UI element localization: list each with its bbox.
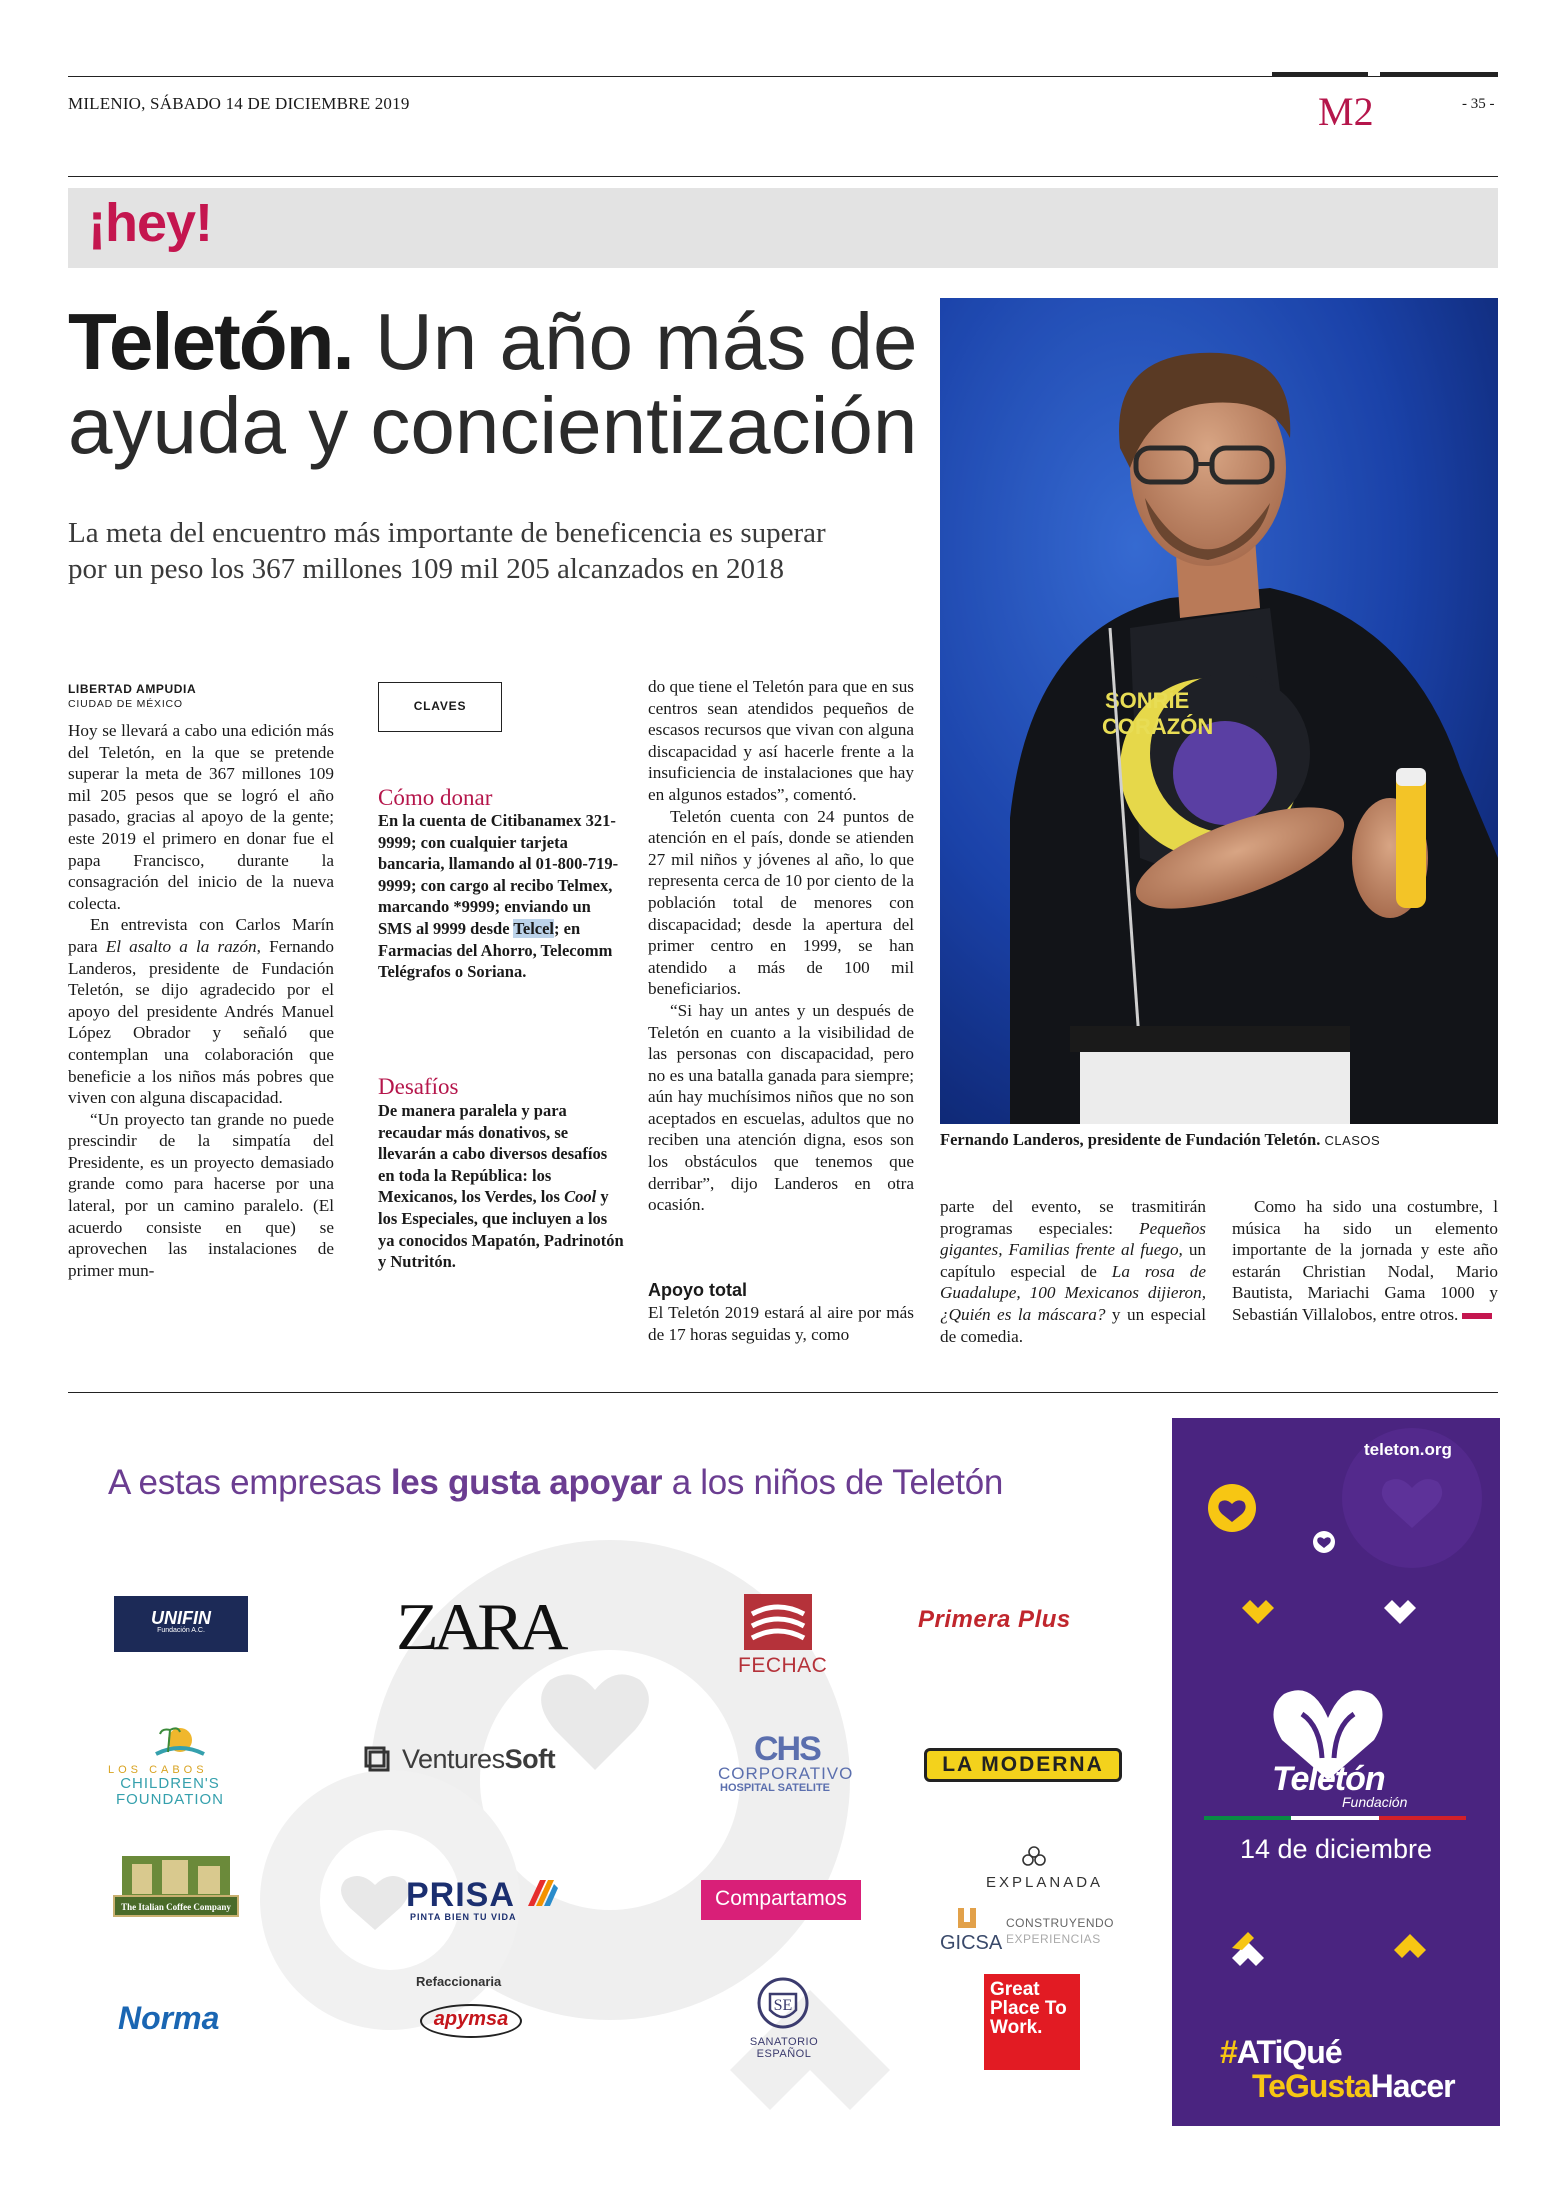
logo-la-moderna: LA MODERNA bbox=[924, 1748, 1122, 1782]
logo-unifin: UNIFIN Fundación A.C. bbox=[114, 1596, 248, 1652]
logo-loscabos-line1: LOS CABOS bbox=[108, 1764, 208, 1776]
logo-chs-line1: CORPORATIVO bbox=[718, 1764, 854, 1783]
fechac-icon bbox=[742, 1592, 814, 1652]
end-mark bbox=[1462, 1313, 1492, 1319]
logo-prisa: PRISA bbox=[406, 1876, 515, 1914]
section-code: M2 bbox=[1318, 89, 1374, 134]
paragraph: Como ha sido una costumbre, l música ha sido un elemento importante de la jornada y este año estarán Christian Nodal, Mario Bautista, Mariachi Gama 1000 y Sebastián Villalobos, entre otros. bbox=[1232, 1197, 1498, 1324]
panel-brand-sub: Fundación bbox=[1342, 1794, 1408, 1810]
logo-great-place-to-work: Great Place To Work. bbox=[984, 1974, 1080, 2070]
logo-chs-line2: HOSPITAL SATELITE bbox=[720, 1782, 831, 1794]
claves-desafios-text: De manera paralela y para recaudar más donativos, se llevarán a cabo diversos desafíos en toda la República: los Mexicanos, los Verdes, los Cool y los Especiales, que incluyen a los ya conocidos Mapatón, Padrinotón y Nutritón. bbox=[378, 1101, 624, 1272]
logo-venturessoft: VenturesSoft bbox=[402, 1744, 556, 1774]
paragraph: Teletón cuenta con 24 puntos de atención en el país, donde se atienden 27 mil niños y jóvenes al año, lo que representa cerca de 10 por ciento de la población total de menores con discapacidad; desde la apertura del primer centro en 1999, se han atendido a más de 100 mil beneficiarios. bbox=[648, 806, 914, 999]
panel-date: 14 de diciembre bbox=[1239, 1834, 1433, 1864]
header-rule bbox=[68, 176, 1498, 177]
shirt-text-1: SONRÍE bbox=[1105, 688, 1190, 713]
deck-line-2: por un peso los 367 millones 109 mil 205 alcanzados en 2018 bbox=[68, 553, 785, 585]
paragraph: parte del evento, se trasmitirán programas especiales: Pequeños gigantes, Familias frente al fuego, un capítulo especial de La rosa de Guadalupe, 100 Mexicanos dijieron, ¿Quién es la máscara? y un especial de comedia. bbox=[940, 1197, 1206, 1346]
panel-hashtag-line2: TeGustaHacer bbox=[1252, 2068, 1455, 2104]
panel-hashtag-line1: #ATiQué bbox=[1220, 2034, 1342, 2070]
gicsa-icon bbox=[954, 1906, 980, 1930]
advert-headline: A estas empresas les gusta apoyar a los niños de Teletón bbox=[108, 1463, 1004, 1502]
paragraph: “Un proyecto tan grande no puede prescindir de la simpatía del Presidente, es un proyecto demasiado grande como para hacerse por una lateral, por un camino paralelo. (El acuerdo consiste en que) se aprovechen las instalaciones de primer mun- bbox=[68, 1109, 334, 1280]
photo-caption bbox=[940, 1130, 1498, 1150]
caption-text: Fernando Landeros, presidente de Fundación Teletón. bbox=[940, 1130, 1321, 1149]
section-banner bbox=[68, 188, 1498, 268]
svg-text:SE: SE bbox=[773, 1997, 793, 2014]
claves-subhead-donar: Cómo donar bbox=[378, 785, 493, 810]
article-column-3 bbox=[648, 676, 914, 1216]
logo-explanada: EXPLANADA bbox=[986, 1874, 1104, 1891]
article-title bbox=[68, 297, 948, 470]
paragraph: “Si hay un antes y un después de Teletón en cuanto a la visibilidad de las personas con discapacidad, pero no es una batalla ganada para siempre; aún hay muchísimos niños que no son aceptados en escuelas, adultos que no reciben una atención digna, esos son los obstáculos que tenemos que derribar”, dijo Landeros en otra ocasión. bbox=[648, 1000, 914, 1215]
dateline: CIUDAD DE MÉXICO bbox=[68, 698, 183, 710]
article-column-3b bbox=[648, 1302, 914, 1345]
panel-url: teleton.org bbox=[1364, 1440, 1452, 1459]
claves-subhead-desafios: Desafíos bbox=[378, 1074, 459, 1099]
logo-fechac: FECHAC bbox=[738, 1654, 828, 1677]
logo-chs-mark: CHS bbox=[754, 1730, 820, 1768]
header-rule bbox=[68, 76, 1498, 77]
flag-stripe bbox=[1204, 1816, 1466, 1820]
header-accent-bar bbox=[1272, 72, 1368, 76]
deck-line-1: La meta del encuentro más importante de beneficencia es superar bbox=[68, 517, 826, 549]
italian-coffee-logo bbox=[112, 1852, 240, 1936]
panel-brand: Teletón bbox=[1272, 1760, 1385, 1798]
article-column-1 bbox=[68, 720, 334, 1281]
advert-rule bbox=[68, 1392, 1498, 1393]
paragraph: En entrevista con Carlos Marín para El asalto a la razón, Fernando Landeros, presidente de Fundación Teletón, se dijo agradecido por el apoyo del presidente Andrés Manuel López Obrador y señaló que contemplan una colaboración que beneficie a los niños más pobres que viven con alguna discapacidad. bbox=[68, 915, 334, 1108]
paragraph: do que tiene el Teletón para que en sus centros sean atendidos pequeños de escasos recursos que vivan con alguna discapacidad y así hacerle frente a la insuficiencia de instalaciones que hay en algunos estados”, comentó. bbox=[648, 677, 914, 804]
page-number: - 35 - bbox=[1462, 96, 1495, 112]
title-line-1: Un año más de bbox=[374, 297, 918, 386]
logo-loscabos-line2: CHILDREN'S FOUNDATION bbox=[115, 1775, 225, 1808]
prisa-stripes-icon bbox=[526, 1878, 560, 1908]
logo-gicsa-tagline-2: EXPERIENCIAS bbox=[1006, 1932, 1101, 1946]
title-kicker: Teletón. bbox=[68, 297, 353, 386]
header-accent-bar bbox=[1380, 72, 1498, 76]
logo-gicsa: GICSA bbox=[940, 1932, 1003, 1954]
logo-zara: ZARA bbox=[396, 1590, 563, 1665]
article-column-4 bbox=[940, 1196, 1206, 1347]
paragraph: Hoy se llevará a cabo una edición más del Teletón, en la que se pretende superar la meta de 367 millones 109 mil 205 pesos que se logró el año pasado, gracias al apoyo de la gente; este 2019 el primero en donar fue el papa Francisco, durante la consagración del inicio de la nueva colecta. bbox=[68, 721, 334, 913]
article-deck bbox=[68, 515, 948, 587]
logo-apymsa-top: Refaccionaria bbox=[416, 1974, 502, 1989]
logo-gicsa-tagline-1: CONSTRUYENDO bbox=[1006, 1916, 1115, 1930]
paragraph: El Teletón 2019 estará al aire por más de 17 horas seguidas y, como bbox=[648, 1303, 914, 1344]
claves-donar-text: En la cuenta de Citibanamex 321-9999; con cualquier tarjeta bancaria, llamando al 01-800-719-9999; con cargo al recibo Telmex, marcando *9999; enviando un SMS al 9999 desde Telcel; en Farmacias del Ahorro, Telecomm Telégrafos o Soriana. bbox=[378, 811, 619, 982]
photo-illustration bbox=[940, 298, 1498, 1124]
italian-coffee-text: The Italian Coffee Company bbox=[121, 1902, 231, 1912]
byline: LIBERTAD AMPUDIA bbox=[68, 682, 197, 696]
section-label: ¡hey! bbox=[88, 193, 213, 253]
sanatorio-shield-icon bbox=[756, 1976, 810, 2034]
logo-norma: Norma bbox=[118, 2000, 220, 2036]
claves-label: CLAVES bbox=[413, 699, 467, 713]
title-line-2: ayuda y concientización bbox=[68, 381, 918, 470]
logo-compartamos: Compartamos bbox=[701, 1880, 861, 1920]
photo-credit: CLASOS bbox=[1324, 1133, 1381, 1148]
logo-prisa-sub: PINTA BIEN TU VIDA bbox=[410, 1912, 517, 1922]
article-column-5 bbox=[1232, 1196, 1498, 1326]
article-photo bbox=[940, 298, 1498, 1124]
shirt-text-2: CORAZÓN bbox=[1102, 714, 1214, 739]
children-foundation-icon bbox=[152, 1722, 208, 1762]
logo-apymsa: apymsa bbox=[420, 2004, 522, 2038]
logo-sanatorio-espanol: SANATORIO ESPAÑOL bbox=[749, 2036, 819, 2060]
masthead-date: MILENIO, SÁBADO 14 DE DICIEMBRE 2019 bbox=[68, 94, 410, 113]
subhead-apoyo: Apoyo total bbox=[648, 1280, 747, 1300]
logo-primera-plus: Primera Plus bbox=[918, 1606, 1071, 1633]
explanada-flower-icon bbox=[1022, 1846, 1046, 1870]
